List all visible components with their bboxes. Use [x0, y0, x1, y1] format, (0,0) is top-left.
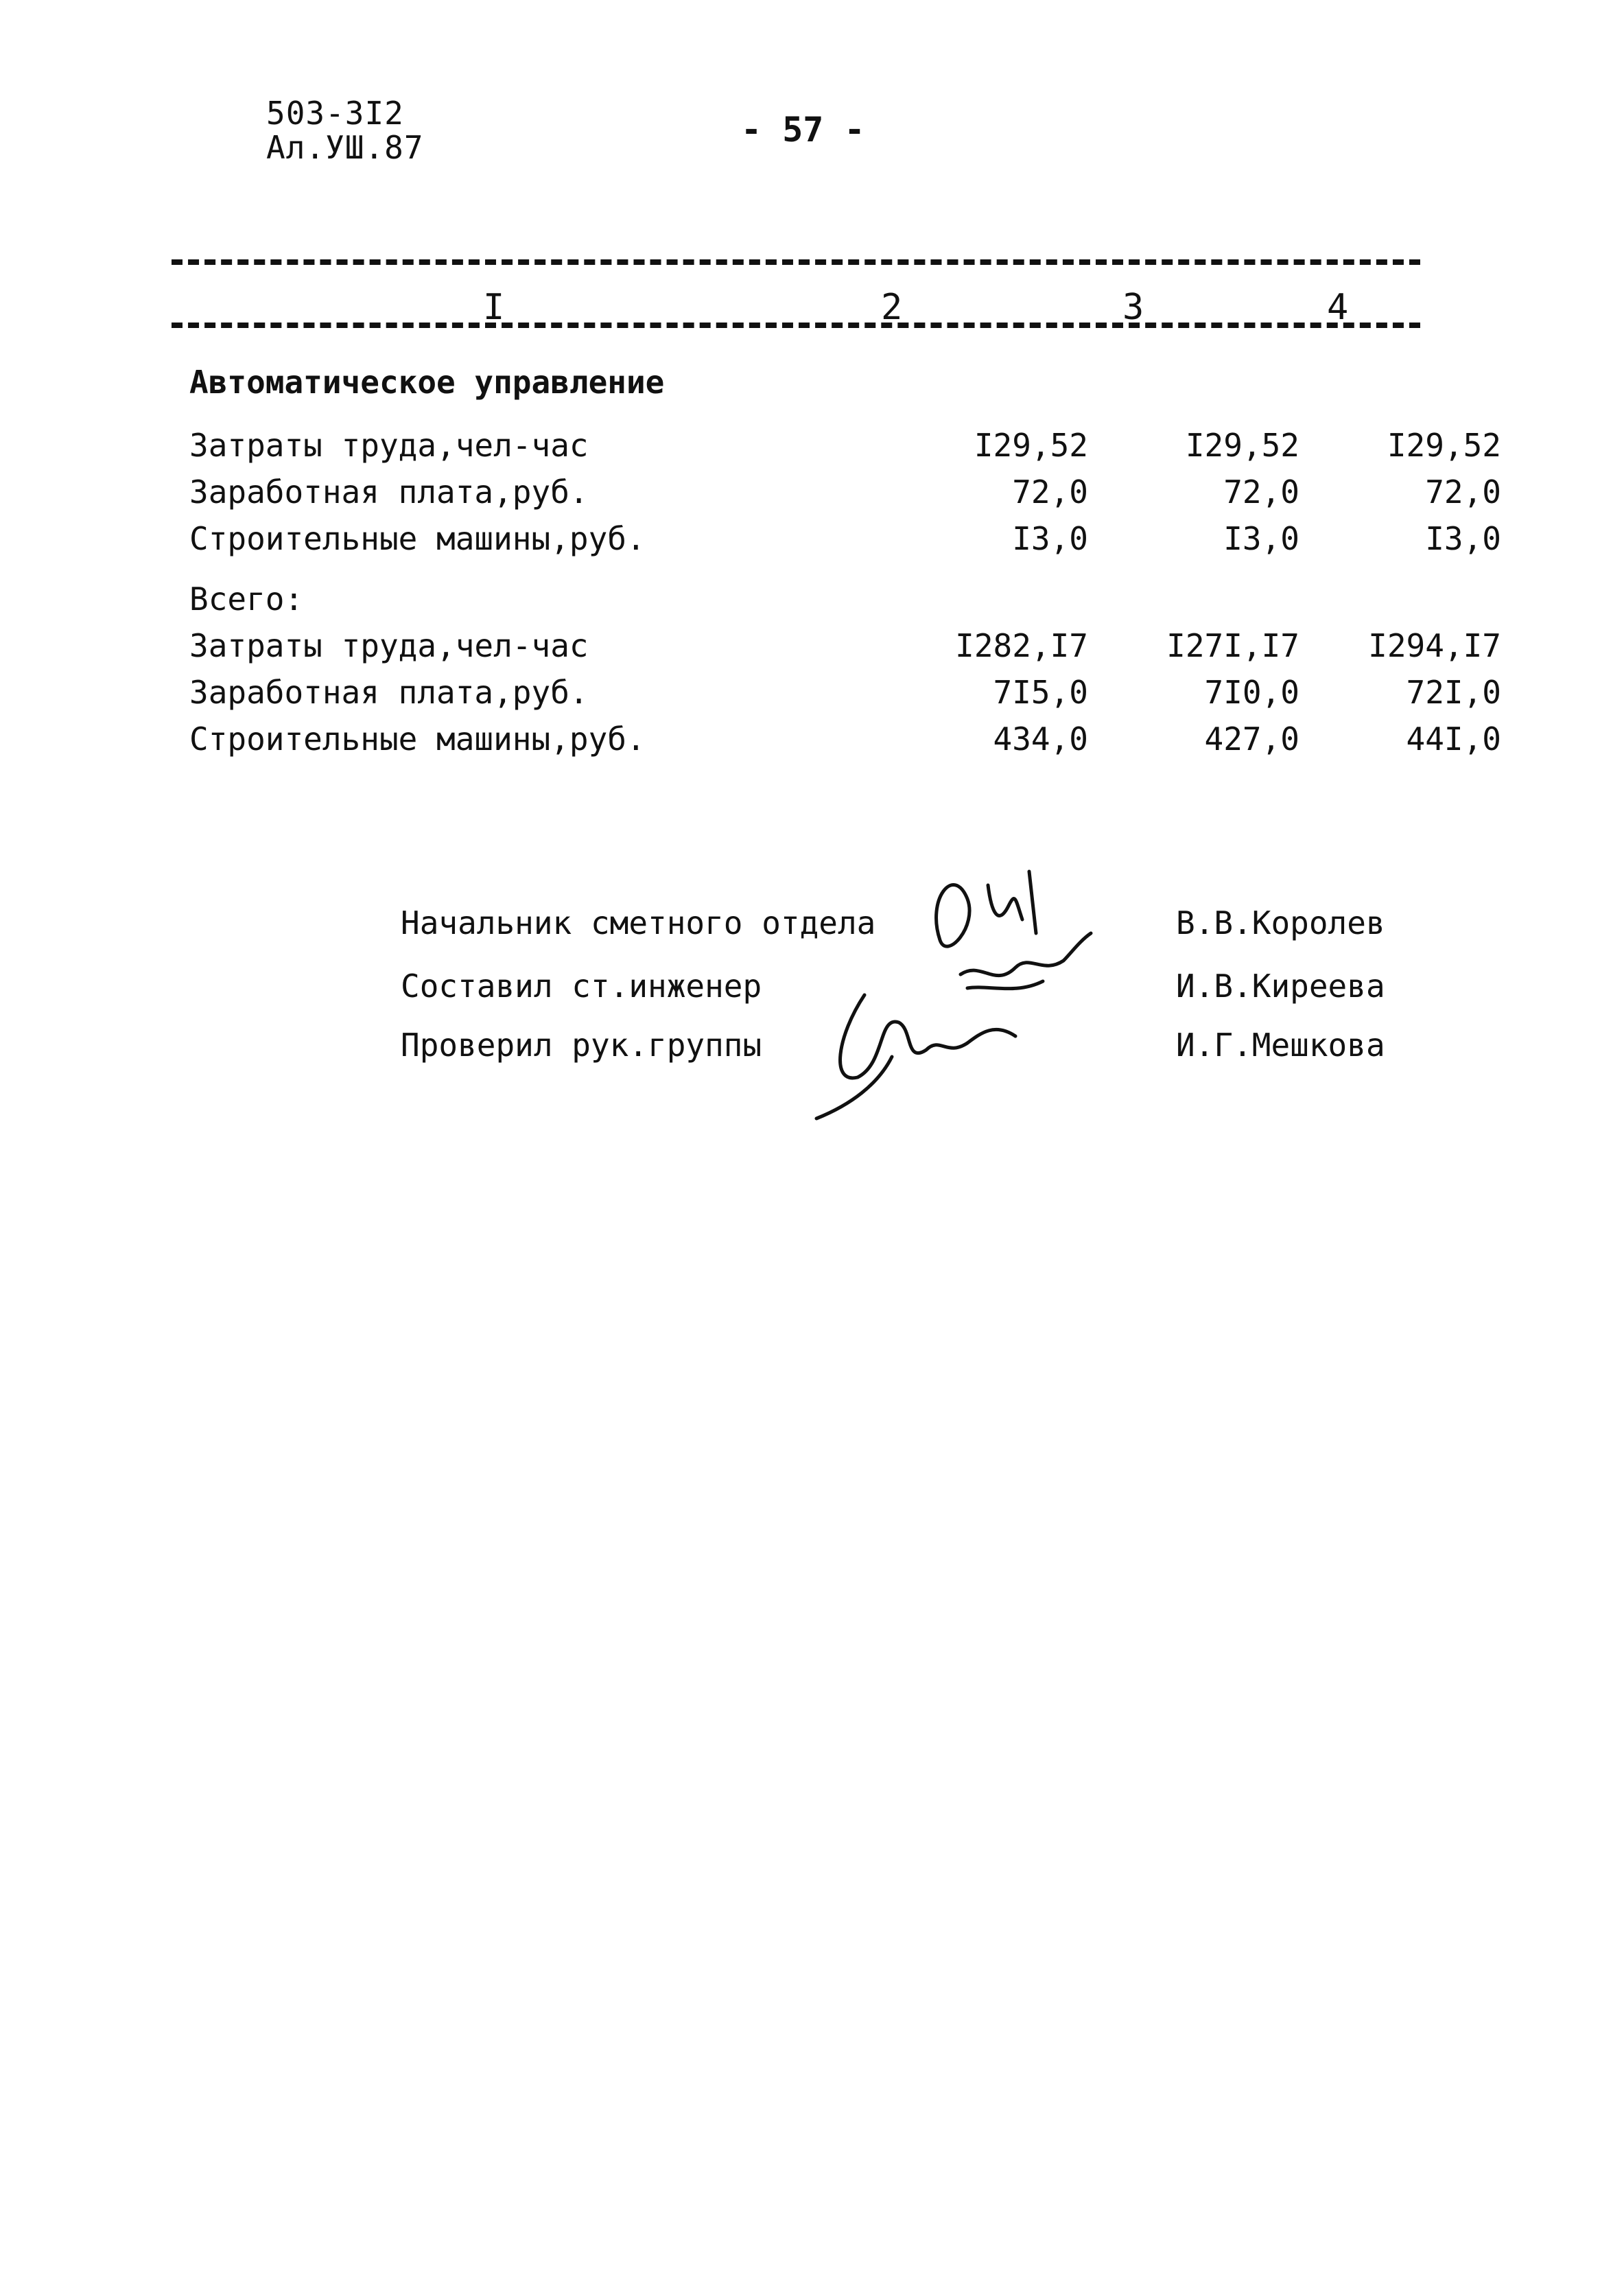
column-number-3: 3	[1122, 287, 1144, 328]
signature-role: Составил ст.инженер	[401, 968, 762, 1005]
total-title-label: Всего:	[189, 581, 304, 618]
column-number-1: I	[483, 287, 505, 328]
cell-col-4: I3,0	[1425, 520, 1501, 557]
column-number-2: 2	[881, 287, 903, 328]
cell-col-2: I282,I7	[955, 627, 1088, 664]
cell-col-4: I294,I7	[1368, 627, 1501, 664]
signature-name: И.В.Киреева	[1176, 968, 1385, 1005]
table-top-rule	[172, 259, 1420, 265]
section-title: Автоматическое управление	[189, 364, 665, 401]
cell-col-3: I3,0	[1223, 520, 1299, 557]
row-label: Затраты труда,чел-час	[189, 627, 589, 664]
cell-col-2: 7I5,0	[993, 674, 1088, 711]
cell-col-2: I3,0	[1012, 520, 1088, 557]
handwritten-signatures	[810, 858, 1125, 1132]
signature-name: В.В.Королев	[1176, 904, 1385, 941]
cell-col-2: 434,0	[993, 721, 1088, 758]
row-label: Строительные машины,руб.	[189, 721, 646, 758]
cell-col-3: 7I0,0	[1204, 674, 1299, 711]
cell-col-4: I29,52	[1387, 427, 1501, 464]
row-label: Заработная плата,руб.	[189, 473, 589, 511]
cell-col-2: I29,52	[974, 427, 1088, 464]
document-code-line-2: Ал.УШ.87	[266, 129, 424, 166]
cell-col-4: 72,0	[1425, 473, 1501, 511]
table-header-rule	[172, 323, 1420, 328]
row-label: Затраты труда,чел-час	[189, 427, 589, 464]
column-number-4: 4	[1327, 287, 1349, 328]
signature-row	[401, 1027, 1385, 1064]
signature-row	[401, 968, 1385, 1005]
signature-name: И.Г.Мешкова	[1176, 1027, 1385, 1064]
cell-col-3: I29,52	[1185, 427, 1299, 464]
signature-row	[401, 904, 1385, 941]
document-code	[266, 96, 424, 165]
cell-col-3: I27I,I7	[1166, 627, 1299, 664]
cell-col-3: 427,0	[1204, 721, 1299, 758]
signature-role: Проверил рук.группы	[401, 1027, 762, 1064]
page-number: - 57 -	[741, 110, 865, 150]
cell-col-3: 72,0	[1223, 473, 1299, 511]
row-label: Строительные машины,руб.	[189, 520, 646, 557]
signature-role: Начальник сметного отдела	[401, 904, 876, 941]
cell-col-4: 44I,0	[1406, 721, 1501, 758]
row-label: Заработная плата,руб.	[189, 674, 589, 711]
cell-col-2: 72,0	[1012, 473, 1088, 511]
document-code-line-1: 503-3I2	[266, 95, 404, 132]
cell-col-4: 72I,0	[1406, 674, 1501, 711]
